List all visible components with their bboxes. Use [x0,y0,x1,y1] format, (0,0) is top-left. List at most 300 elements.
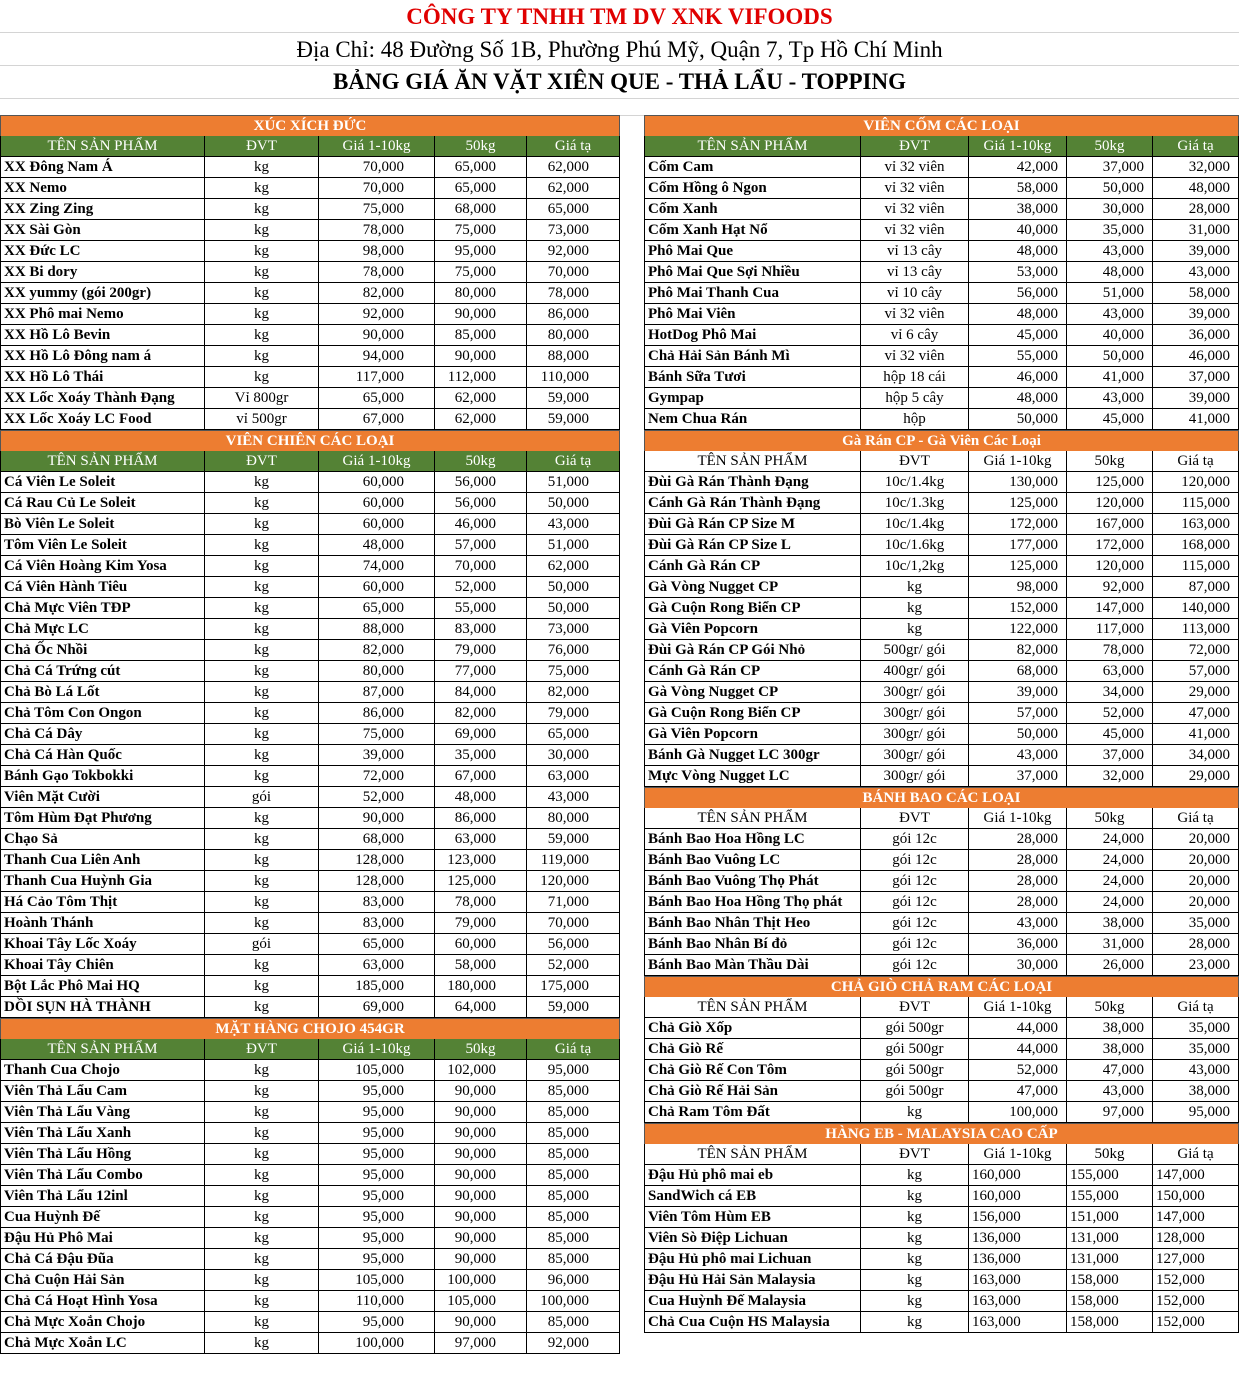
product-name: Cốm Cam [644,157,860,178]
price-50kg: 67,000 [434,766,526,787]
price-50kg: 55,000 [434,598,526,619]
price-1-10kg: 28,000 [968,892,1066,913]
table-row [0,619,620,640]
product-unit: gói 500gr [860,1060,968,1081]
price-ta: 127,000 [1152,1249,1239,1270]
product-unit: kg [860,1312,968,1333]
product-name: Nem Chua Rán [644,409,860,430]
column-header-unit: ĐVT [860,136,968,157]
table-row [0,1312,620,1333]
column-header-unit: ĐVT [204,1039,318,1060]
price-1-10kg: 75,000 [318,199,434,220]
price-50kg: 85,000 [434,325,526,346]
price-list-title: BẢNG GIÁ ĂN VẶT XIÊN QUE - THẢ LẨU - TOPPING [0,66,1239,99]
product-unit: kg [204,913,318,934]
product-unit: vỉ 32 viên [860,157,968,178]
product-name: Cốm Hồng ô Ngon [644,178,860,199]
product-unit: kg [204,682,318,703]
table-row [0,997,620,1018]
product-unit: 500gr/ gói [860,640,968,661]
product-name: Đùi Gà Rán CP Gói Nhỏ [644,640,860,661]
table-row [0,493,620,514]
price-50kg: 131,000 [1066,1249,1152,1270]
price-ta: 147,000 [1152,1207,1239,1228]
product-name: XX Đức LC [0,241,204,262]
product-unit: 10c/1.3kg [860,493,968,514]
product-unit: kg [204,472,318,493]
price-1-10kg: 88,000 [318,619,434,640]
price-ta: 29,000 [1152,766,1239,787]
price-50kg: 24,000 [1066,850,1152,871]
column-header-unit: ĐVT [204,451,318,472]
table-row [644,367,1239,388]
product-name: Cánh Gà Rán CP [644,556,860,577]
table-row [0,766,620,787]
price-1-10kg: 90,000 [318,325,434,346]
table-row [644,283,1239,304]
price-1-10kg: 86,000 [318,703,434,724]
price-50kg: 123,000 [434,850,526,871]
price-50kg: 77,000 [434,661,526,682]
product-name: Há Cảo Tôm Thịt [0,892,204,913]
product-name: Cua Huỳnh Đế [0,1207,204,1228]
price-1-10kg: 95,000 [318,1165,434,1186]
product-name: Cá Rau Củ Le Soleit [0,493,204,514]
price-50kg: 35,000 [1066,220,1152,241]
price-1-10kg: 48,000 [968,388,1066,409]
price-ta: 35,000 [1152,1039,1239,1060]
table-row [0,913,620,934]
product-unit: 300gr/ gói [860,682,968,703]
column-header-p3: Giá tạ [1152,136,1239,157]
price-50kg: 155,000 [1066,1186,1152,1207]
table-row [0,514,620,535]
product-unit: 300gr/ gói [860,724,968,745]
product-name: Chả Cá Đậu Đũa [0,1249,204,1270]
product-name: Cá Viên Hành Tiêu [0,577,204,598]
product-name: Gà Vòng Nugget CP [644,577,860,598]
product-unit: kg [204,1186,318,1207]
price-ta: 152,000 [1152,1270,1239,1291]
price-ta: 78,000 [526,283,620,304]
table-row [0,1270,620,1291]
price-ta: 48,000 [1152,178,1239,199]
price-ta: 38,000 [1152,1081,1239,1102]
price-50kg: 65,000 [434,157,526,178]
price-50kg: 102,000 [434,1060,526,1081]
product-unit: kg [204,955,318,976]
price-ta: 20,000 [1152,829,1239,850]
product-name: Chả Mực LC [0,619,204,640]
price-1-10kg: 52,000 [318,787,434,808]
price-50kg: 31,000 [1066,934,1152,955]
product-name: Cá Viên Le Soleit [0,472,204,493]
product-name: XX Sài Gòn [0,220,204,241]
product-name: Chả Cua Cuộn HS Malaysia [644,1312,860,1333]
price-ta: 29,000 [1152,682,1239,703]
product-name: Gà Vòng Nugget CP [644,682,860,703]
price-1-10kg: 43,000 [968,913,1066,934]
price-50kg: 38,000 [1066,913,1152,934]
table-row [644,1102,1239,1123]
left-column [0,115,620,1354]
company-address: Địa Chỉ: 48 Đường Số 1B, Phường Phú Mỹ, Quận 7, Tp Hồ Chí Minh [0,33,1239,66]
table-row [644,640,1239,661]
price-ta: 175,000 [526,976,620,997]
product-name: Thanh Cua Huỳnh Gia [0,871,204,892]
product-unit: 400gr/ gói [860,661,968,682]
price-1-10kg: 82,000 [968,640,1066,661]
price-50kg: 75,000 [434,262,526,283]
product-name: XX Đông Nam Á [0,157,204,178]
price-1-10kg: 87,000 [318,682,434,703]
product-name: XX Bi dory [0,262,204,283]
price-50kg: 125,000 [1066,472,1152,493]
product-unit: kg [204,1102,318,1123]
price-50kg: 30,000 [1066,199,1152,220]
table-row [644,1186,1239,1207]
column-header-p2: 50kg [1066,808,1152,829]
price-50kg: 38,000 [1066,1039,1152,1060]
table-row [0,1249,620,1270]
price-50kg: 112,000 [434,367,526,388]
price-1-10kg: 95,000 [318,1207,434,1228]
price-50kg: 97,000 [434,1333,526,1354]
price-50kg: 47,000 [1066,1060,1152,1081]
product-unit: gói 12c [860,829,968,850]
price-50kg: 56,000 [434,493,526,514]
price-50kg: 52,000 [434,577,526,598]
product-unit: gói 12c [860,850,968,871]
table-row [644,1060,1239,1081]
price-ta: 39,000 [1152,388,1239,409]
product-unit: kg [860,1102,968,1123]
product-unit: gói 12c [860,913,968,934]
price-ta: 28,000 [1152,934,1239,955]
price-ta: 50,000 [526,577,620,598]
table-row [644,598,1239,619]
price-1-10kg: 65,000 [318,388,434,409]
product-unit: hộp [860,409,968,430]
price-50kg: 43,000 [1066,1081,1152,1102]
column-header-p2: 50kg [434,1039,526,1060]
price-ta: 73,000 [526,619,620,640]
price-1-10kg: 95,000 [318,1144,434,1165]
column-header-name: TÊN SẢN PHẨM [0,1039,204,1060]
price-ta: 39,000 [1152,304,1239,325]
price-1-10kg: 105,000 [318,1270,434,1291]
table-row [644,703,1239,724]
table-row [644,262,1239,283]
table-row [0,724,620,745]
column-header-p2: 50kg [1066,1144,1152,1165]
product-name: Viên Thả Lẩu Vàng [0,1102,204,1123]
column-header-unit: ĐVT [860,1144,968,1165]
column-header-p1: Giá 1-10kg [318,1039,434,1060]
column-header-p3: Giá tạ [526,136,620,157]
product-unit: kg [204,619,318,640]
product-unit: kg [860,1228,968,1249]
price-50kg: 48,000 [1066,262,1152,283]
price-ta: 51,000 [526,472,620,493]
price-50kg: 120,000 [1066,556,1152,577]
price-1-10kg: 52,000 [968,1060,1066,1081]
price-50kg: 84,000 [434,682,526,703]
price-50kg: 90,000 [434,1312,526,1333]
price-1-10kg: 42,000 [968,157,1066,178]
price-50kg: 90,000 [434,304,526,325]
product-name: XX Hồ Lô Bevin [0,325,204,346]
price-ta: 41,000 [1152,724,1239,745]
table-row [644,220,1239,241]
product-name: Cốm Xanh [644,199,860,220]
table-row [0,850,620,871]
product-unit: kg [860,1249,968,1270]
price-1-10kg: 128,000 [318,850,434,871]
product-unit: vỉ 500gr [204,409,318,430]
price-1-10kg: 136,000 [968,1228,1066,1249]
price-ta: 71,000 [526,892,620,913]
product-unit: kg [204,808,318,829]
product-name: HotDog Phô Mai [644,325,860,346]
product-name: XX Phô mai Nemo [0,304,204,325]
section-title: Gà Rán CP - Gà Viên Các Loại [644,430,1239,451]
price-1-10kg: 160,000 [968,1165,1066,1186]
price-50kg: 52,000 [1066,703,1152,724]
price-1-10kg: 95,000 [318,1102,434,1123]
product-name: Viên Thả Lẩu Combo [0,1165,204,1186]
price-50kg: 37,000 [1066,745,1152,766]
price-ta: 59,000 [526,829,620,850]
product-name: Đậu Hủ phô mai eb [644,1165,860,1186]
price-1-10kg: 72,000 [318,766,434,787]
price-1-10kg: 70,000 [318,157,434,178]
price-1-10kg: 122,000 [968,619,1066,640]
price-ta: 85,000 [526,1081,620,1102]
price-50kg: 158,000 [1066,1291,1152,1312]
product-unit: vỉ 32 viên [860,220,968,241]
price-1-10kg: 48,000 [318,535,434,556]
price-ta: 85,000 [526,1165,620,1186]
price-1-10kg: 75,000 [318,724,434,745]
price-ta: 96,000 [526,1270,620,1291]
product-name: Chả Cá Hoạt Hình Yosa [0,1291,204,1312]
table-row [0,829,620,850]
price-ta: 51,000 [526,535,620,556]
table-row [644,850,1239,871]
product-name: Cánh Gà Rán Thành Đạng [644,493,860,514]
table-row [0,388,620,409]
product-unit: kg [204,1060,318,1081]
price-1-10kg: 40,000 [968,220,1066,241]
product-name: Viên Sò Điệp Lichuan [644,1228,860,1249]
column-header-name: TÊN SẢN PHẨM [644,997,860,1018]
price-1-10kg: 163,000 [968,1270,1066,1291]
price-ta: 59,000 [526,997,620,1018]
table-row [0,703,620,724]
price-1-10kg: 80,000 [318,661,434,682]
product-unit: kg [204,304,318,325]
price-1-10kg: 48,000 [968,241,1066,262]
price-ta: 85,000 [526,1144,620,1165]
price-50kg: 40,000 [1066,325,1152,346]
product-unit: kg [204,1291,318,1312]
price-ta: 46,000 [1152,346,1239,367]
price-ta: 37,000 [1152,367,1239,388]
product-unit: kg [204,997,318,1018]
price-ta: 36,000 [1152,325,1239,346]
price-ta: 62,000 [526,157,620,178]
price-50kg: 60,000 [434,934,526,955]
price-ta: 35,000 [1152,913,1239,934]
product-name: Bánh Bao Hoa Hồng Thọ phát [644,892,860,913]
product-unit: kg [204,1249,318,1270]
price-ta: 76,000 [526,640,620,661]
table-row [0,304,620,325]
table-row [0,199,620,220]
price-ta: 115,000 [1152,493,1239,514]
table-row [644,1249,1239,1270]
product-name: SandWich cá EB [644,1186,860,1207]
product-unit: kg [204,976,318,997]
product-name: Phô Mai Viên [644,304,860,325]
price-50kg: 90,000 [434,1144,526,1165]
table-row [644,1228,1239,1249]
product-name: Chả Cá Trứng cút [0,661,204,682]
table-row [644,157,1239,178]
section-title: MẶT HÀNG CHOJO 454GR [0,1018,620,1039]
column-header-p3: Giá tạ [1152,997,1239,1018]
price-50kg: 97,000 [1066,1102,1152,1123]
table-row [0,472,620,493]
price-ta: 85,000 [526,1102,620,1123]
product-name: Bánh Bao Hoa Hồng LC [644,829,860,850]
price-50kg: 46,000 [434,514,526,535]
price-50kg: 75,000 [434,220,526,241]
table-row [0,1186,620,1207]
price-1-10kg: 56,000 [968,283,1066,304]
price-1-10kg: 95,000 [318,1186,434,1207]
price-ta: 28,000 [1152,199,1239,220]
price-50kg: 48,000 [434,787,526,808]
product-unit: kg [860,619,968,640]
price-50kg: 82,000 [434,703,526,724]
price-50kg: 125,000 [434,871,526,892]
table-row [644,892,1239,913]
price-ta: 120,000 [526,871,620,892]
price-50kg: 158,000 [1066,1270,1152,1291]
column-header-p2: 50kg [434,136,526,157]
table-row [0,262,620,283]
product-name: XX Hồ Lô Thái [0,367,204,388]
table-row [0,1102,620,1123]
product-name: Bánh Bao Nhân Thịt Heo [644,913,860,934]
price-ta: 85,000 [526,1249,620,1270]
price-1-10kg: 28,000 [968,829,1066,850]
product-unit: vỉ 32 viên [860,304,968,325]
price-ta: 35,000 [1152,1018,1239,1039]
column-header-p3: Giá tạ [526,1039,620,1060]
price-ta: 95,000 [1152,1102,1239,1123]
product-name: Chả Mực Xoắn Chojo [0,1312,204,1333]
price-ta: 63,000 [526,766,620,787]
product-name: DỒI SỤN HÀ THÀNH [0,997,204,1018]
table-row [0,1165,620,1186]
column-header-p1: Giá 1-10kg [968,808,1066,829]
price-1-10kg: 92,000 [318,304,434,325]
table-header-row [644,136,1239,157]
product-name: Bánh Sữa Tươi [644,367,860,388]
price-1-10kg: 68,000 [318,829,434,850]
product-unit: kg [204,514,318,535]
product-name: Viên Thả Lẩu Hồng [0,1144,204,1165]
column-header-name: TÊN SẢN PHẨM [0,451,204,472]
product-unit: kg [204,241,318,262]
product-name: Chả Giò Rế Con Tôm [644,1060,860,1081]
column-header-name: TÊN SẢN PHẨM [644,451,860,472]
price-ta: 110,000 [526,367,620,388]
price-1-10kg: 48,000 [968,304,1066,325]
price-1-10kg: 68,000 [968,661,1066,682]
price-1-10kg: 78,000 [318,220,434,241]
table-header-row [0,136,620,157]
price-ta: 152,000 [1152,1312,1239,1333]
table-header-row [644,1144,1239,1165]
product-unit: 300gr/ gói [860,745,968,766]
table-row [0,934,620,955]
price-1-10kg: 78,000 [318,262,434,283]
product-name: Gà Cuộn Rong Biển CP [644,598,860,619]
price-ta: 100,000 [526,1291,620,1312]
column-header-p3: Giá tạ [1152,451,1239,472]
table-row [0,1081,620,1102]
table-row [644,745,1239,766]
price-1-10kg: 95,000 [318,1081,434,1102]
column-header-p1: Giá 1-10kg [968,997,1066,1018]
price-50kg: 167,000 [1066,514,1152,535]
price-50kg: 131,000 [1066,1228,1152,1249]
table-row [644,1165,1239,1186]
product-unit: kg [204,1123,318,1144]
column-header-unit: ĐVT [860,808,968,829]
column-header-p1: Giá 1-10kg [318,136,434,157]
price-50kg: 151,000 [1066,1207,1152,1228]
price-1-10kg: 83,000 [318,892,434,913]
price-ta: 147,000 [1152,1165,1239,1186]
product-name: Chả Giò Rế [644,1039,860,1060]
price-50kg: 147,000 [1066,598,1152,619]
column-header-name: TÊN SẢN PHẨM [644,808,860,829]
price-50kg: 50,000 [1066,346,1152,367]
product-name: Chả Cá Dây [0,724,204,745]
table-row [0,283,620,304]
product-unit: gói 12c [860,892,968,913]
product-name: Khoai Tây Lốc Xoáy [0,934,204,955]
price-1-10kg: 38,000 [968,199,1066,220]
product-unit: gói [204,787,318,808]
product-unit: kg [204,661,318,682]
table-row [0,745,620,766]
price-1-10kg: 163,000 [968,1291,1066,1312]
price-50kg: 90,000 [434,1165,526,1186]
price-ta: 70,000 [526,262,620,283]
product-unit: kg [860,1270,968,1291]
column-header-name: TÊN SẢN PHẨM [644,136,860,157]
price-1-10kg: 98,000 [318,241,434,262]
table-row [0,976,620,997]
price-ta: 87,000 [1152,577,1239,598]
product-name: Đậu Hủ Hải Sản Malaysia [644,1270,860,1291]
